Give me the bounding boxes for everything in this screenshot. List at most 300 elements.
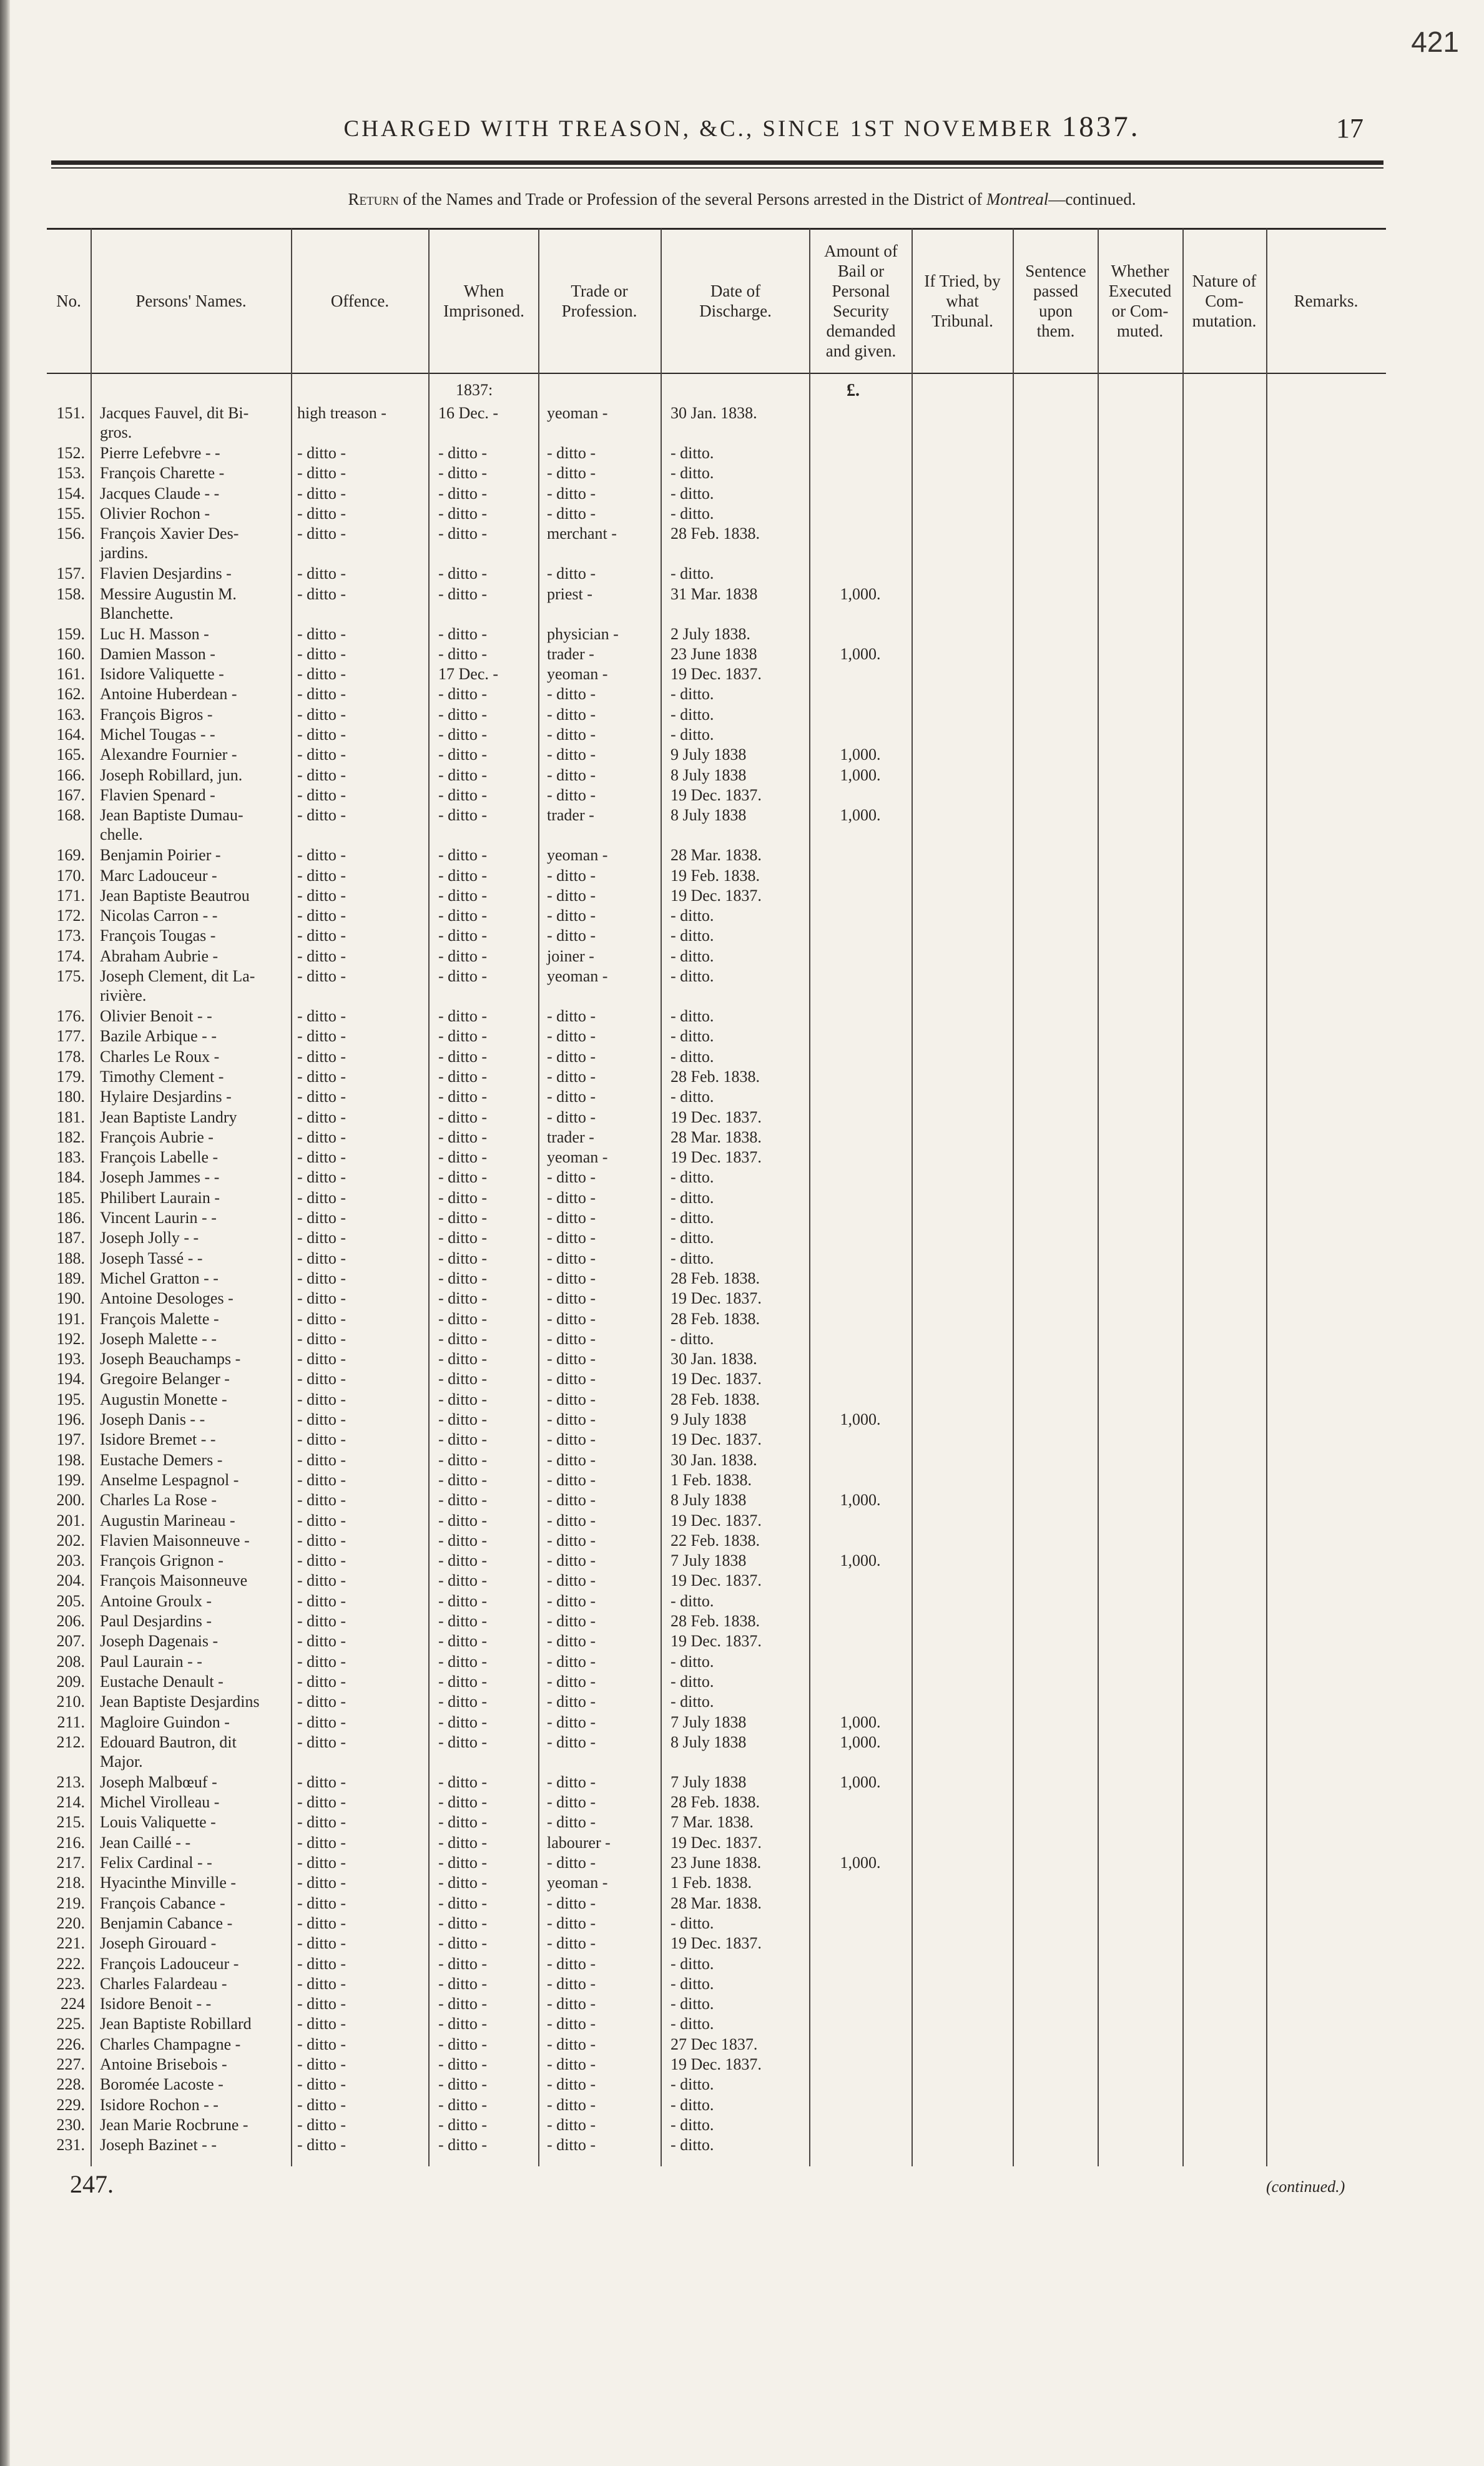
trade-cell: - ditto - (547, 1108, 596, 1126)
imprisoned-cell: - ditto - (438, 1934, 487, 1953)
trade-cell: trader - (547, 1127, 594, 1146)
person-name: Michel Tougas - - (100, 725, 215, 744)
imprisoned-cell: - ditto - (438, 1269, 487, 1287)
discharge-date-cell: 28 Mar. 1838. (671, 1127, 762, 1146)
offence-cell: - ditto - (297, 444, 346, 462)
row-number: 183. (56, 1148, 85, 1167)
person-name: Isidore Rochon - - (100, 2095, 219, 2114)
row-number: 201. (56, 1511, 85, 1530)
row-number: 213. (56, 1772, 85, 1791)
row-number: 218. (56, 1874, 85, 1892)
discharge-date-cell: 30 Jan. 1838. (671, 1450, 757, 1469)
imprisoned-cell: - ditto - (438, 504, 487, 523)
discharge-date-cell: - ditto. (671, 1692, 714, 1711)
row-number: 197. (56, 1430, 85, 1449)
person-name: Felix Cardinal - - (100, 1854, 212, 1872)
discharge-date-cell: 19 Dec. 1837. (671, 1934, 762, 1953)
person-name: Olivier Rochon - (100, 504, 210, 523)
row-number: 205. (56, 1591, 85, 1610)
trade-cell: yeoman - (547, 665, 608, 684)
offence-cell: - ditto - (297, 1995, 346, 2013)
row-number: 176. (56, 1007, 85, 1025)
imprisoned-cell: - ditto - (438, 1793, 487, 1812)
person-name: Charles La Rose - (100, 1491, 217, 1510)
discharge-date-cell: 9 July 1838 (671, 745, 747, 764)
column-divider (912, 228, 913, 2166)
offence-cell: - ditto - (297, 1390, 346, 1408)
imprisoned-cell: - ditto - (438, 1652, 487, 1671)
discharge-date-cell: 19 Dec. 1837. (671, 1571, 762, 1590)
imprisoned-cell: - ditto - (438, 866, 487, 885)
discharge-date-cell: - ditto. (671, 2095, 714, 2114)
offence-cell: - ditto - (297, 1209, 346, 1227)
offence-cell: - ditto - (297, 1088, 346, 1106)
row-number: 208. (56, 1652, 85, 1671)
person-name: François Cabance - (100, 1894, 225, 1912)
trade-cell: - ditto - (547, 1612, 596, 1630)
discharge-date-cell: 19 Dec. 1837. (671, 785, 762, 804)
offence-cell: - ditto - (297, 2055, 346, 2073)
imprisoned-cell: - ditto - (438, 1088, 487, 1106)
trade-cell: labourer - (547, 1833, 611, 1852)
imprisoned-cell: - ditto - (438, 1632, 487, 1651)
imprisoned-cell: - ditto - (438, 1712, 487, 1731)
discharge-date-cell: 8 July 1838 (671, 806, 747, 825)
row-number: 196. (56, 1410, 85, 1428)
discharge-date-cell: 28 Feb. 1838. (671, 1309, 760, 1328)
row-number: 179. (56, 1067, 85, 1086)
imprisoned-cell: - ditto - (438, 1127, 487, 1146)
row-number: 158. (56, 584, 85, 603)
imprisoned-cell: - ditto - (438, 1450, 487, 1469)
offence-cell: - ditto - (297, 886, 346, 905)
offence-cell: - ditto - (297, 564, 346, 583)
trade-cell: - ditto - (547, 1772, 596, 1791)
person-name: Jean Baptiste Robillard (100, 2015, 252, 2033)
discharge-date-cell: - ditto. (671, 1995, 714, 2013)
row-number: 162. (56, 685, 85, 704)
trade-cell: - ditto - (547, 1934, 596, 1953)
bail-amount-cell: 1,000. (840, 1712, 881, 1731)
table-title-district: Montreal (986, 190, 1049, 209)
row-number: 199. (56, 1470, 85, 1489)
discharge-date-cell: - ditto. (671, 1209, 714, 1227)
trade-cell: - ditto - (547, 1390, 596, 1408)
person-name: Joseph Tassé - - (100, 1249, 203, 1267)
imprisoned-cell: - ditto - (438, 1309, 487, 1328)
table-header-rule (47, 373, 1386, 374)
row-number: 219. (56, 1894, 85, 1912)
trade-cell: - ditto - (547, 745, 596, 764)
trade-cell: - ditto - (547, 2136, 596, 2154)
column-header-bail: Amount of Bail or Personal Security demanded and given. (824, 242, 898, 360)
row-number: 188. (56, 1249, 85, 1267)
person-name: François Grignon - (100, 1551, 224, 1570)
row-number: 200. (56, 1491, 85, 1510)
imprisoned-cell: - ditto - (438, 1813, 487, 1832)
trade-cell: yeoman - (547, 1874, 608, 1892)
row-number: 222. (56, 1954, 85, 1973)
discharge-date-cell: - ditto. (671, 725, 714, 744)
trade-cell: - ditto - (547, 2035, 596, 2053)
discharge-date-cell: 28 Mar. 1838. (671, 846, 762, 865)
trade-cell: - ditto - (547, 1188, 596, 1207)
person-name: Joseph Robillard, jun. (100, 765, 243, 784)
offence-cell: - ditto - (297, 1309, 346, 1328)
person-name: Flavien Desjardins - (100, 564, 232, 583)
offence-cell: - ditto - (297, 2015, 346, 2033)
row-number: 215. (56, 1813, 85, 1832)
row-number: 229. (56, 2095, 85, 2114)
imprisoned-cell: - ditto - (438, 806, 487, 825)
person-name: François Labelle - (100, 1148, 219, 1167)
imprisoned-cell: - ditto - (438, 846, 487, 865)
trade-cell: - ditto - (547, 2115, 596, 2134)
row-number: 190. (56, 1289, 85, 1308)
imprisoned-cell: - ditto - (438, 1289, 487, 1308)
offence-cell: - ditto - (297, 584, 346, 603)
imprisoned-cell: - ditto - (438, 2055, 487, 2073)
discharge-date-cell: 7 July 1838 (671, 1551, 747, 1570)
column-header-executed: Whether Executed or Com-muted. (1108, 262, 1172, 340)
column-divider (428, 228, 430, 2166)
discharge-date-cell: 19 Dec. 1837. (671, 665, 762, 684)
currency-label: £. (847, 381, 860, 400)
offence-cell: - ditto - (297, 1692, 346, 1711)
column-header-no: No. (56, 292, 81, 310)
person-name: François Ladouceur - (100, 1954, 239, 1973)
discharge-date-cell: 19 Dec. 1837. (671, 1430, 762, 1449)
offence-cell: - ditto - (297, 1370, 346, 1388)
offence-cell: - ditto - (297, 1551, 346, 1570)
offence-cell: - ditto - (297, 1047, 346, 1066)
discharge-date-cell: - ditto. (671, 1168, 714, 1187)
offence-cell: - ditto - (297, 1854, 346, 1872)
row-number: 204. (56, 1571, 85, 1590)
imprisoned-cell: - ditto - (438, 2115, 487, 2134)
offence-cell: - ditto - (297, 946, 346, 965)
discharge-date-cell: - ditto. (671, 2136, 714, 2154)
trade-cell: - ditto - (547, 1249, 596, 1267)
offence-cell: - ditto - (297, 1591, 346, 1610)
person-name: Paul Desjardins - (100, 1612, 212, 1630)
imprisoned-cell: - ditto - (438, 1913, 487, 1932)
imprisoned-cell: - ditto - (438, 1027, 487, 1046)
trade-cell: joiner - (547, 946, 594, 965)
row-number: 193. (56, 1350, 85, 1368)
offence-cell: - ditto - (297, 1874, 346, 1892)
bail-amount-cell: 1,000. (840, 1551, 881, 1570)
row-number: 186. (56, 1209, 85, 1227)
offence-cell: - ditto - (297, 1894, 346, 1912)
row-number: 228. (56, 2075, 85, 2094)
imprisoned-cell: - ditto - (438, 1571, 487, 1590)
person-name: Nicolas Carron - - (100, 906, 218, 925)
trade-cell: trader - (547, 644, 594, 663)
imprisoned-cell: - ditto - (438, 1067, 487, 1086)
offence-cell: - ditto - (297, 1027, 346, 1046)
bail-amount-cell: 1,000. (840, 1410, 881, 1428)
row-number: 184. (56, 1168, 85, 1187)
person-name: Pierre Lefebvre - - (100, 444, 220, 462)
imprisoned-cell: - ditto - (438, 1249, 487, 1267)
row-number: 181. (56, 1108, 85, 1126)
discharge-date-cell: - ditto. (671, 906, 714, 925)
bail-amount-cell: 1,000. (840, 806, 881, 825)
row-number: 226. (56, 2035, 85, 2053)
trade-cell: - ditto - (547, 1954, 596, 1973)
offence-cell: - ditto - (297, 1108, 346, 1126)
discharge-date-cell: 30 Jan. 1838. (671, 1350, 757, 1368)
discharge-date-cell: 23 June 1838 (671, 644, 757, 663)
offence-cell: - ditto - (297, 1491, 346, 1510)
discharge-date-cell: 1 Feb. 1838. (671, 1874, 752, 1892)
row-number: 198. (56, 1450, 85, 1469)
discharge-date-cell: - ditto. (671, 564, 714, 583)
imprisoned-cell: - ditto - (438, 1350, 487, 1368)
trade-cell: - ditto - (547, 785, 596, 804)
discharge-date-cell: - ditto. (671, 1652, 714, 1671)
trade-cell: - ditto - (547, 1027, 596, 1046)
signature-mark: 247. (70, 2170, 114, 2198)
imprisoned-cell: - ditto - (438, 1491, 487, 1510)
person-name: François Tougas - (100, 926, 216, 945)
trade-cell: - ditto - (547, 1571, 596, 1590)
person-name: Olivier Benoit - - (100, 1007, 212, 1025)
person-name: Vincent Laurin - - (100, 1209, 217, 1227)
row-number: 212. (56, 1732, 85, 1751)
offence-cell: - ditto - (297, 765, 346, 784)
offence-cell: - ditto - (297, 2095, 346, 2114)
imprisoned-cell: - ditto - (438, 785, 487, 804)
column-divider (1266, 228, 1267, 2166)
person-name: Charles Le Roux - (100, 1047, 220, 1066)
row-number: 180. (56, 1088, 85, 1106)
offence-cell: - ditto - (297, 504, 346, 523)
column-divider (1013, 228, 1014, 2166)
person-name: Charles Champagne - (100, 2035, 241, 2053)
trade-cell: - ditto - (547, 1370, 596, 1388)
bail-amount-cell: 1,000. (840, 765, 881, 784)
imprisoned-cell: 17 Dec. - (438, 665, 499, 684)
person-name: Jean Baptiste Dumau- chelle. (100, 806, 243, 844)
person-name: Augustin Marineau - (100, 1511, 235, 1530)
person-name: Flavien Maisonneuve - (100, 1531, 250, 1550)
imprisoned-cell: - ditto - (438, 946, 487, 965)
row-number: 187. (56, 1229, 85, 1247)
discharge-date-cell: 19 Dec. 1837. (671, 1289, 762, 1308)
discharge-date-cell: - ditto. (671, 705, 714, 724)
discharge-date-cell: 19 Dec. 1837. (671, 2055, 762, 2073)
trade-cell: - ditto - (547, 1450, 596, 1469)
trade-cell: - ditto - (547, 1995, 596, 2013)
discharge-date-cell: 28 Feb. 1838. (671, 1612, 760, 1630)
trade-cell: - ditto - (547, 906, 596, 925)
person-name: François Charette - (100, 464, 225, 483)
imprisoned-cell: - ditto - (438, 1430, 487, 1449)
bail-amount-cell: 1,000. (840, 1732, 881, 1751)
imprisoned-cell: - ditto - (438, 2095, 487, 2114)
row-number: 224 (61, 1995, 85, 2013)
column-divider (91, 228, 92, 2166)
folio-number: 421 (1411, 26, 1459, 58)
row-number: 225. (56, 2015, 85, 2033)
row-number: 155. (56, 504, 85, 523)
person-name: Isidore Bremet - - (100, 1430, 216, 1449)
row-number: 220. (56, 1913, 85, 1932)
imprisoned-cell: - ditto - (438, 1874, 487, 1892)
offence-cell: - ditto - (297, 1571, 346, 1590)
person-name: Luc H. Masson - (100, 624, 209, 643)
person-name: Eustache Demers - (100, 1450, 223, 1469)
row-number: 182. (56, 1127, 85, 1146)
column-divider (291, 228, 292, 2166)
offence-cell: - ditto - (297, 785, 346, 804)
offence-cell: - ditto - (297, 1148, 346, 1167)
discharge-date-cell: 19 Dec. 1837. (671, 1370, 762, 1388)
trade-cell: - ditto - (547, 1309, 596, 1328)
offence-cell: - ditto - (297, 1067, 346, 1086)
person-name: Antoine Desologes - (100, 1289, 233, 1308)
row-number: 231. (56, 2136, 85, 2154)
trade-cell: - ditto - (547, 1672, 596, 1691)
offence-cell: - ditto - (297, 725, 346, 744)
trade-cell: - ditto - (547, 886, 596, 905)
discharge-date-cell: 28 Feb. 1838. (671, 524, 760, 543)
discharge-date-cell: - ditto. (671, 946, 714, 965)
imprisoned-cell: - ditto - (438, 705, 487, 724)
person-name: Joseph Beauchamps - (100, 1350, 241, 1368)
running-head-year: 1837. (1061, 111, 1141, 143)
person-name: Joseph Jammes - - (100, 1168, 220, 1187)
discharge-date-cell: 8 July 1838 (671, 1491, 747, 1510)
row-number: 211. (57, 1712, 85, 1731)
imprisoned-cell: - ditto - (438, 1047, 487, 1066)
person-name: Jean Marie Rocbrune - (100, 2115, 248, 2134)
imprisoned-cell: - ditto - (438, 926, 487, 945)
trade-cell: trader - (547, 806, 594, 825)
person-name: Benjamin Cabance - (100, 1913, 233, 1932)
column-header-offence: Offence. (330, 292, 390, 310)
discharge-date-cell: - ditto. (671, 2015, 714, 2033)
person-name: Jacques Claude - - (100, 484, 220, 503)
discharge-date-cell: 23 June 1838. (671, 1854, 762, 1872)
person-name: Louis Valiquette - (100, 1813, 216, 1832)
person-name: François Xavier Des- jardins. (100, 524, 239, 562)
person-name: François Bigros - (100, 705, 213, 724)
person-name: Augustin Monette - (100, 1390, 227, 1408)
trade-cell: yeoman - (547, 967, 608, 985)
trade-cell: - ditto - (547, 1350, 596, 1368)
row-number: 159. (56, 624, 85, 643)
row-number: 152. (56, 444, 85, 462)
imprisoned-cell: 16 Dec. - (438, 404, 499, 422)
discharge-date-cell: 28 Feb. 1838. (671, 1793, 760, 1812)
person-name: Jean Baptiste Beautrou (100, 886, 250, 905)
discharge-date-cell: 19 Dec. 1837. (671, 1511, 762, 1530)
column-header-trade: Trade or Profession. (561, 282, 637, 320)
person-name: Marc Ladouceur - (100, 866, 217, 885)
offence-cell: - ditto - (297, 1329, 346, 1348)
row-number: 165. (56, 745, 85, 764)
person-name: Philibert Laurain - (100, 1188, 220, 1207)
discharge-date-cell: - ditto. (671, 1188, 714, 1207)
imprisoned-cell: - ditto - (438, 444, 487, 462)
discharge-date-cell: 19 Dec. 1837. (671, 1632, 762, 1651)
offence-cell: - ditto - (297, 1632, 346, 1651)
offence-cell: - ditto - (297, 1269, 346, 1287)
discharge-date-cell: 8 July 1838 (671, 765, 747, 784)
table-title-middle: of the Names and Trade or Profession of the several Persons arrested in the District of (398, 190, 986, 209)
trade-cell: yeoman - (547, 404, 608, 422)
bail-amount-cell: 1,000. (840, 1491, 881, 1510)
imprisoned-cell: - ditto - (438, 484, 487, 503)
trade-cell: - ditto - (547, 1229, 596, 1247)
offence-cell: - ditto - (297, 2136, 346, 2154)
column-divider (1098, 228, 1099, 2166)
person-name: Michel Gratton - - (100, 1269, 219, 1287)
person-name: Antoine Groulx - (100, 1591, 212, 1610)
offence-cell: - ditto - (297, 1712, 346, 1731)
running-head (0, 110, 1484, 144)
trade-cell: - ditto - (547, 1430, 596, 1449)
imprisoned-cell: - ditto - (438, 564, 487, 583)
offence-cell: - ditto - (297, 1007, 346, 1025)
person-name: Anselme Lespagnol - (100, 1470, 239, 1489)
offence-cell: - ditto - (297, 1531, 346, 1550)
offence-cell: - ditto - (297, 1672, 346, 1691)
offence-cell: - ditto - (297, 1127, 346, 1146)
imprisoned-cell: - ditto - (438, 2136, 487, 2154)
discharge-date-cell: 30 Jan. 1838. (671, 404, 757, 422)
offence-cell: - ditto - (297, 1188, 346, 1207)
offence-cell: - ditto - (297, 926, 346, 945)
column-header-commutation: Nature of Com-mutation. (1192, 272, 1257, 330)
row-number: 154. (56, 484, 85, 503)
row-number: 221. (56, 1934, 85, 1953)
row-number: 170. (56, 866, 85, 885)
person-name: Benjamin Poirier - (100, 846, 221, 865)
person-name: Joseph Clement, dit La- rivière. (100, 967, 255, 1005)
trade-cell: - ditto - (547, 1813, 596, 1832)
offence-cell: - ditto - (297, 1289, 346, 1308)
trade-cell: - ditto - (547, 1470, 596, 1489)
column-header-remarks: Remarks. (1294, 292, 1359, 310)
trade-cell: yeoman - (547, 1148, 608, 1167)
imprisoned-cell: - ditto - (438, 1732, 487, 1751)
row-number: 160. (56, 644, 85, 663)
offence-cell: - ditto - (297, 1954, 346, 1973)
row-number: 230. (56, 2115, 85, 2134)
trade-cell: - ditto - (547, 926, 596, 945)
offence-cell: - ditto - (297, 806, 346, 825)
trade-cell: yeoman - (547, 846, 608, 865)
imprisoned-cell: - ditto - (438, 1894, 487, 1912)
person-name: Jean Baptiste Landry (100, 1108, 237, 1126)
discharge-date-cell: - ditto. (671, 2075, 714, 2094)
imprisoned-cell: - ditto - (438, 685, 487, 704)
trade-cell: - ditto - (547, 484, 596, 503)
trade-cell: - ditto - (547, 1854, 596, 1872)
person-name: Messire Augustin M. Blanchette. (100, 584, 237, 622)
person-name: François Malette - (100, 1309, 219, 1328)
trade-cell: - ditto - (547, 1793, 596, 1812)
row-number: 178. (56, 1047, 85, 1066)
row-number: 169. (56, 846, 85, 865)
discharge-date-cell: - ditto. (671, 484, 714, 503)
trade-cell: - ditto - (547, 1632, 596, 1651)
discharge-date-cell: 31 Mar. 1838 (671, 584, 758, 603)
